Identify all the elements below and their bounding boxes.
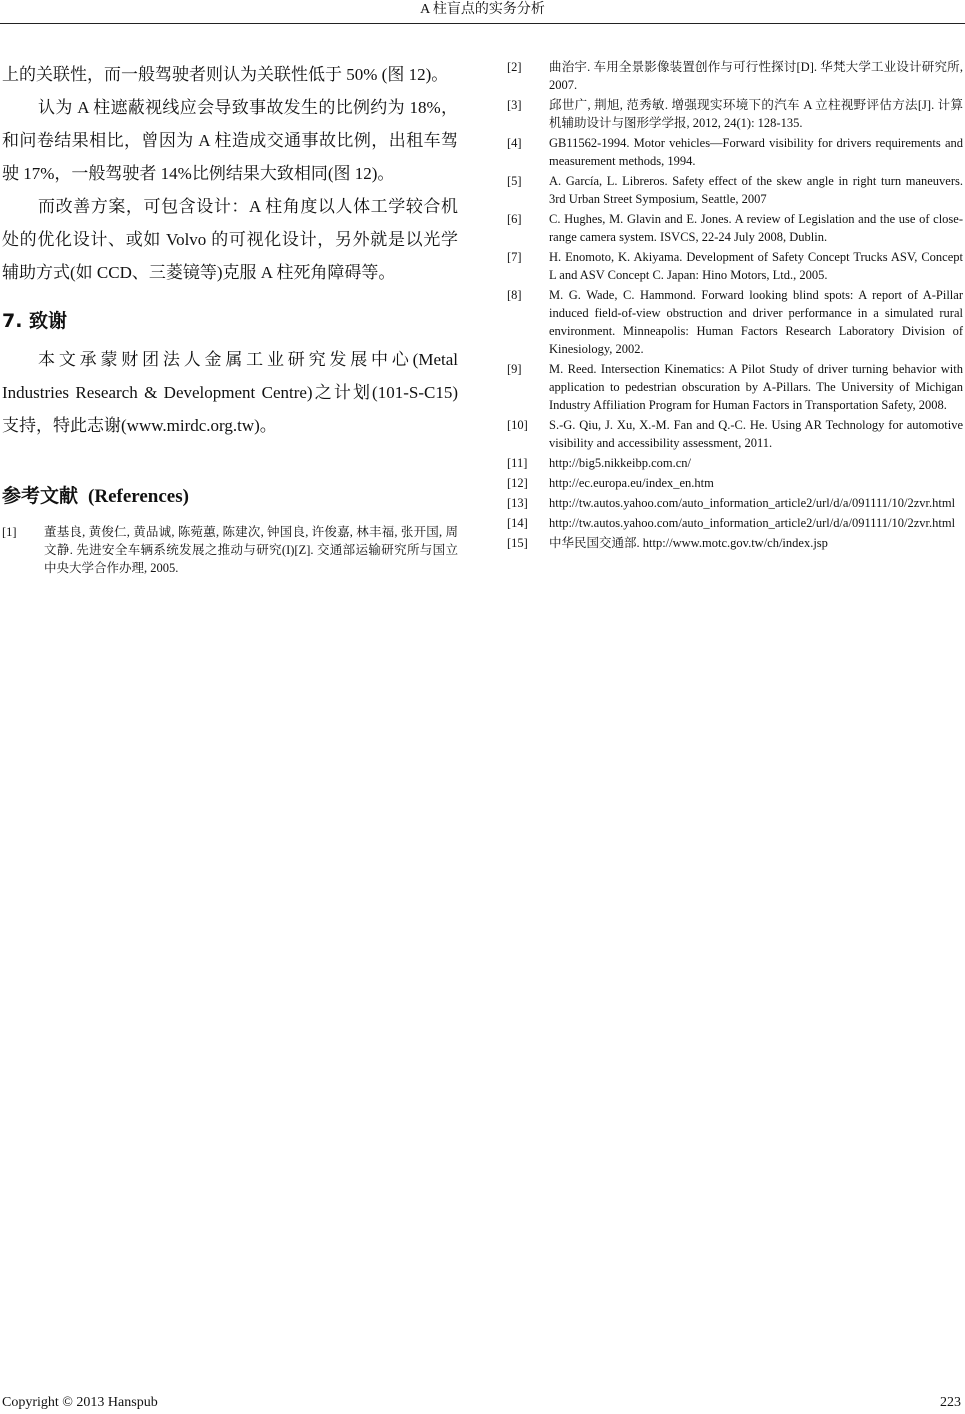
page-number: 223 [940,1395,961,1410]
reference-item [507,494,963,512]
reference-link: http://tw.autos.yahoo.com/auto_information_article2/url/d/a/091111/10/2zvr.html [549,496,956,510]
reference-number: [3] [507,98,522,112]
reference-number: [7] [507,250,522,264]
reference-number: [10] [507,418,528,432]
acknowledgement-paragraph: 本文承蒙财团法人金属工业研究发展中心(Metal Industries Research & Development Centre)之计划(101-S-C15)支持，特此志谢(www.mirdc.org.tw)。 [2,350,458,435]
reference-number: [15] [507,536,528,550]
reference-number: [6] [507,212,522,226]
references-heading [2,482,458,511]
reference-number: [4] [507,136,522,150]
references-heading-en: (References) [88,486,189,507]
section-heading-acknowledgement: 7. 致谢 [2,310,68,332]
reference-item [2,523,458,577]
reference-text: 邱世广, 荆旭, 范秀敏. 增强现实环境下的汽车 A 立柱视野评估方法[J]. 计算机辅助设计与图形学学报, 2012, 24(1): 128-135. [549,98,963,130]
reference-text: 董基良, 黄俊仁, 黄品诚, 陈菀蕙, 陈建次, 钟国良, 许俊嘉, 林丰福, 张开国, 周文静. 先进安全车辆系统发展之推动与研究(I)[Z]. 交通部运输研究所与国立中央大学合作办理, 2005. [44,525,458,575]
header-title: A 柱盲点的实务分析 [420,2,545,17]
reference-text: H. Enomoto, K. Akiyama. Development of Safety Concept Trucks ASV, Concept L and ASV Concept C. Japan: Hino Motors, Ltd., 2005. [549,250,963,282]
reference-text: GB11562-1994. Motor vehicles—Forward visibility for drivers requirements and measurement methods, 1994. [549,136,963,168]
reference-number: [14] [507,516,528,530]
reference-number: [1] [2,525,17,539]
reference-number: [13] [507,496,528,510]
left-column [2,58,458,579]
body-paragraph: 上的关联性，而一般驾驶者则认为关联性低于 50% (图 12)。 [2,65,449,84]
reference-text: C. Hughes, M. Glavin and E. Jones. A review of Legislation and the use of close-range camera system. ISVCS, 22-24 July 2008, Dublin. [549,212,963,244]
reference-item [507,360,963,414]
reference-item [507,248,963,284]
copyright-text: Copyright © 2013 Hanspub [2,1395,158,1410]
reference-text: A. García, L. Libreros. Safety effect of the skew angle in right turn maneuvers. 3rd Urban Street Symposium, Seattle, 2007 [549,174,963,206]
reference-text: http://big5.nikkeibp.com.cn/ [549,456,691,470]
body-paragraph: 而改善方案，可包含设计：A 柱角度以人体工学较合机处的优化设计、或如 Volvo 的可视化设计，另外就是以光学辅助方式(如 CCD、三菱镜等)克服 A 柱死角障碍等。 [2,197,458,282]
reference-item [507,474,963,492]
reference-number: [8] [507,288,522,302]
references-heading-cn: 参考文献 [2,485,79,507]
reference-item [507,286,963,358]
reference-text: 曲治宇. 车用全景影像装置创作与可行性探讨[D]. 华梵大学工业设计研究所, 2007. [549,60,963,92]
reference-item [507,514,963,532]
reference-number: [5] [507,174,522,188]
reference-item [507,416,963,452]
reference-number: [9] [507,362,522,376]
reference-item [507,134,963,170]
reference-item [507,96,963,132]
reference-link: 中华民国交通部. http://www.motc.gov.tw/ch/index.jsp [549,536,828,550]
reference-number: [11] [507,456,528,470]
reference-item [507,210,963,246]
reference-item [507,534,963,552]
reference-text: M. Reed. Intersection Kinematics: A Pilot Study of driver turning behavior with application to pedestrian obscuration by A-Pillars. The University of Michigan Industry Affiliation Program for Human Factors in Transportation Safety, 2008. [549,362,963,412]
page-footer [2,1394,961,1412]
reference-number: [12] [507,476,528,490]
reference-link: http://tw.autos.yahoo.com/auto_information_article2/url/d/a/091111/10/2zvr.html [549,516,956,530]
body-paragraph: 认为 A 柱遮蔽视线应会导致事故发生的比例约为 18%，和问卷结果相比，曾因为 A 柱造成交通事故比例，出租车驾驶 17%，一般驾驶者 14%比例结果大致相同(图 12)。 [2,98,458,183]
reference-item [507,172,963,208]
reference-item [507,454,963,472]
right-column [507,58,963,556]
reference-item [507,58,963,94]
reference-text: M. G. Wade, C. Hammond. Forward looking blind spots: A report of A-Pillar induced field-of-view obstruction and driver performance in a simulated rural environment. Minneapolis: Human Factors Research Laboratory Division of Kinesiology, 2002. [549,288,963,356]
reference-text: S.-G. Qiu, J. Xu, X.-M. Fan and Q.-C. He. Using AR Technology for automotive visibility and accessibility assessment, 2011. [549,418,963,450]
reference-number: [2] [507,60,522,74]
running-header [0,0,965,24]
reference-link: http://ec.europa.eu/index_en.htm [549,476,714,490]
